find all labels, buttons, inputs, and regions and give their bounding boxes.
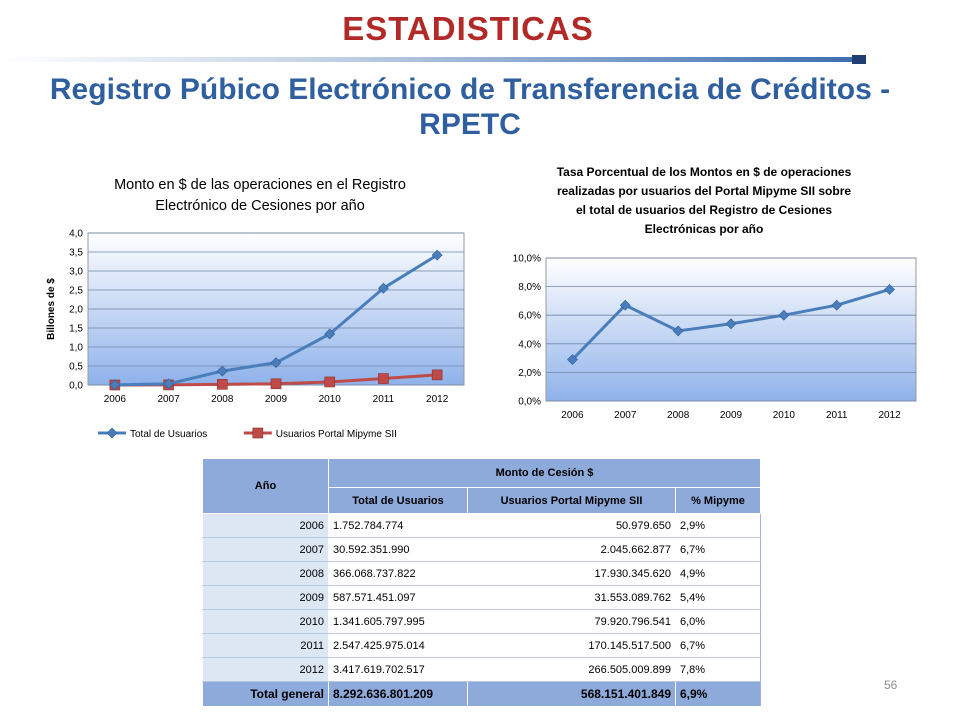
x-tick-label: 2009 xyxy=(264,394,288,405)
y-tick-label: 3,0 xyxy=(69,266,83,278)
slide-title: ESTADISTICAS xyxy=(342,10,594,47)
data-point xyxy=(378,374,388,384)
x-tick-label: 2008 xyxy=(667,410,690,421)
cell-mipyme-sum: 568.151.401.849 xyxy=(468,682,676,707)
x-tick-label: 2009 xyxy=(719,410,743,421)
y-tick-label: 0,0 xyxy=(69,380,83,392)
data-point xyxy=(432,370,442,380)
cell-total: 1.752.784.774 xyxy=(329,514,468,538)
chart-title-line: Electrónicas por año xyxy=(644,222,764,236)
header-year: Año xyxy=(203,459,329,514)
chart-title-line: Electrónico de Cesiones por año xyxy=(155,198,365,214)
x-tick-label: 2006 xyxy=(103,394,126,405)
page-number: 56 xyxy=(884,678,898,692)
cell-mipyme: 266.505.009.899 xyxy=(468,658,676,682)
cell-total: 2.547.425.975.014 xyxy=(329,634,468,658)
cell-mipyme: 17.930.345.620 xyxy=(468,562,676,586)
y-tick-label: 0,0% xyxy=(518,396,541,408)
y-tick-label: 2,0 xyxy=(69,304,83,316)
data-table xyxy=(202,458,761,707)
chart-tasa-porcentual xyxy=(488,160,928,440)
cell-mipyme: 170.145.517.500 xyxy=(468,634,676,658)
data-point xyxy=(217,379,227,389)
slide-subtitle: Registro Púbico Electrónico de Transferencia de Créditos - RPETC xyxy=(49,73,891,141)
header-pct-mipyme: % Mipyme xyxy=(676,488,761,514)
table-total-row xyxy=(203,682,761,707)
x-tick-label: 2012 xyxy=(878,410,901,421)
cell-total-sum: 8.292.636.801.209 xyxy=(329,682,468,707)
chart-title-line: Monto en $ de las operaciones en el Registro xyxy=(114,177,406,193)
chart-title-line: el total de usuarios del Registro de Cesiones xyxy=(575,203,833,217)
cell-total: 3.417.619.702.517 xyxy=(329,658,468,682)
table-row xyxy=(203,586,761,610)
legend-marker xyxy=(107,428,117,438)
header-usuarios-mipyme: Usuarios Portal Mipyme SII xyxy=(468,488,676,514)
x-tick-label: 2012 xyxy=(426,394,449,405)
cell-mipyme: 50.979.650 xyxy=(468,514,676,538)
chart-title-line: Tasa Porcentual de los Montos en $ de operaciones xyxy=(556,165,852,179)
cell-total: 30.592.351.990 xyxy=(329,538,468,562)
chart-title-line: realizadas por usuarios del Portal Mipyme SII sobre xyxy=(556,184,852,198)
x-tick-label: 2008 xyxy=(211,394,234,405)
title-underline-end xyxy=(852,55,866,64)
y-tick-label: 1,5 xyxy=(69,323,83,335)
cell-year: 2008 xyxy=(203,562,329,586)
cell-year: 2009 xyxy=(203,586,329,610)
legend-label: Usuarios Portal Mipyme SII xyxy=(275,429,397,440)
cell-year: 2012 xyxy=(203,658,329,682)
data-point xyxy=(271,379,281,389)
cell-total: 1.341.605.797.995 xyxy=(329,610,468,634)
cell-pct-total: 6,9% xyxy=(676,682,761,707)
table-row xyxy=(203,610,761,634)
cell-pct: 6,7% xyxy=(676,634,761,658)
table-row xyxy=(203,514,761,538)
cell-total: 366.068.737.822 xyxy=(329,562,468,586)
cell-pct: 6,0% xyxy=(676,610,761,634)
x-tick-label: 2010 xyxy=(318,394,341,405)
y-tick-label: 1,0 xyxy=(69,342,83,354)
header-total-usuarios: Total de Usuarios xyxy=(329,488,468,514)
table-row xyxy=(203,538,761,562)
y-tick-label: 2,5 xyxy=(69,285,83,297)
y-tick-label: 4,0 xyxy=(69,228,83,240)
y-tick-label: 4,0% xyxy=(518,339,541,351)
chart-monto-operaciones xyxy=(30,165,470,450)
legend-marker xyxy=(253,428,263,438)
cell-pct: 4,9% xyxy=(676,562,761,586)
y-tick-label: 2,0% xyxy=(518,367,541,379)
cell-year: 2006 xyxy=(203,514,329,538)
x-tick-label: 2007 xyxy=(614,410,637,421)
y-tick-label: 0,5 xyxy=(69,361,83,373)
cell-mipyme: 31.553.089.762 xyxy=(468,586,676,610)
cell-year: 2007 xyxy=(203,538,329,562)
cell-pct: 7,8% xyxy=(676,658,761,682)
x-tick-label: 2006 xyxy=(561,410,584,421)
x-tick-label: 2011 xyxy=(372,394,395,405)
y-axis-label: Billones de $ xyxy=(46,278,57,340)
cell-year: 2010 xyxy=(203,610,329,634)
table-row xyxy=(203,562,761,586)
cell-total: 587.571.451.097 xyxy=(329,586,468,610)
cell-total-label: Total general xyxy=(203,682,329,707)
cell-pct: 6,7% xyxy=(676,538,761,562)
data-point xyxy=(325,377,335,387)
table-row xyxy=(203,634,761,658)
y-tick-label: 6,0% xyxy=(518,310,541,322)
table-row xyxy=(203,658,761,682)
y-tick-label: 8,0% xyxy=(518,282,541,294)
x-tick-label: 2007 xyxy=(157,394,180,405)
y-tick-label: 3,5 xyxy=(69,247,83,259)
cell-mipyme: 2.045.662.877 xyxy=(468,538,676,562)
legend-label: Total de Usuarios xyxy=(130,429,208,440)
cell-pct: 5,4% xyxy=(676,586,761,610)
x-tick-label: 2011 xyxy=(825,410,848,421)
x-tick-label: 2010 xyxy=(772,410,795,421)
cell-year: 2011 xyxy=(203,634,329,658)
title-underline xyxy=(0,57,852,62)
cell-mipyme: 79.920.796.541 xyxy=(468,610,676,634)
header-monto: Monto de Cesión $ xyxy=(329,459,761,488)
cell-pct: 2,9% xyxy=(676,514,761,538)
y-tick-label: 10,0% xyxy=(512,253,541,265)
